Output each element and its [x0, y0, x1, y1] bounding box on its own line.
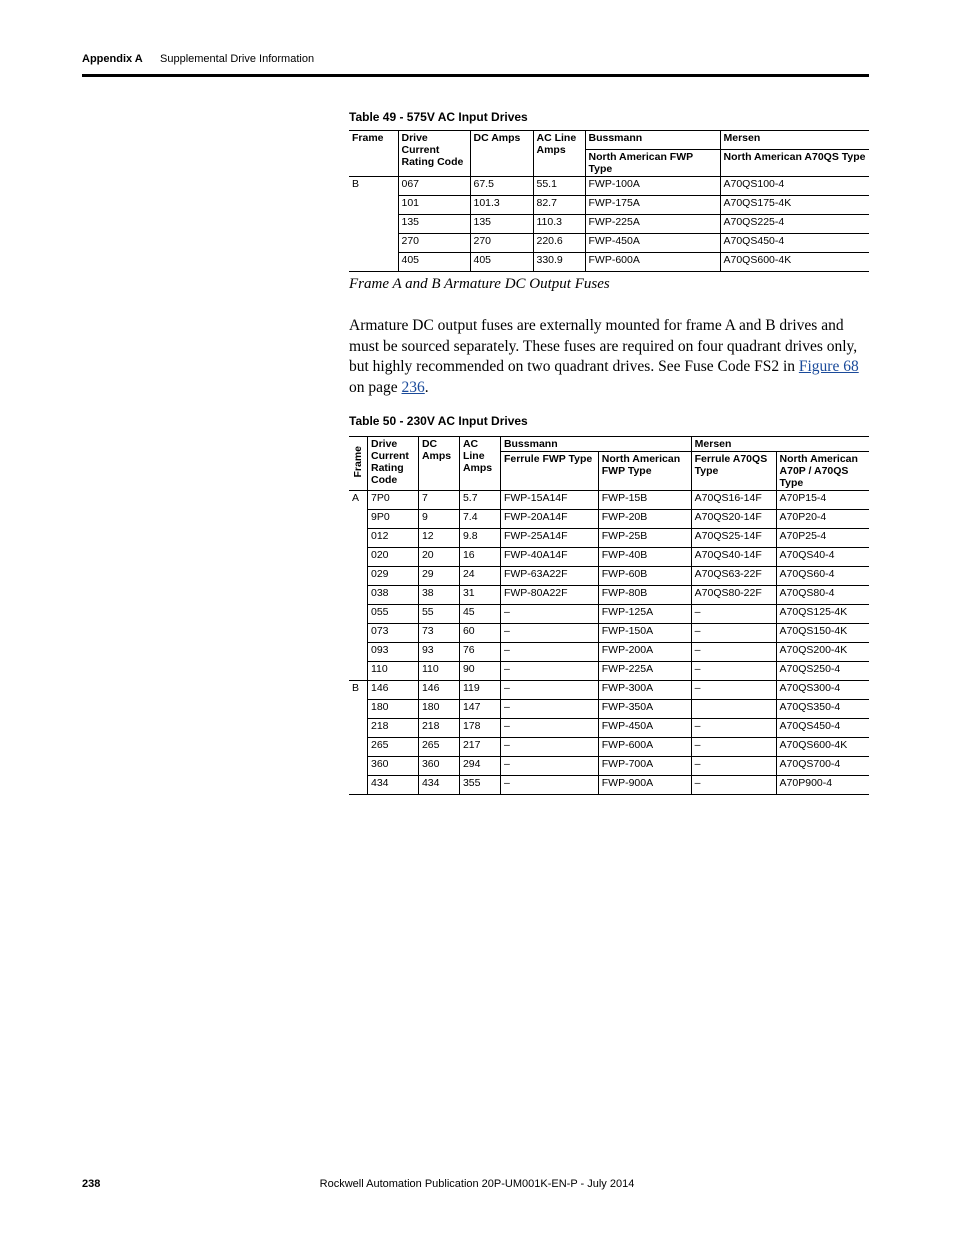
- table-cell: FWP-700A: [598, 757, 691, 776]
- table-cell: 82.7: [533, 196, 585, 215]
- col-bussmann-sub: North American FWP Type: [585, 150, 720, 177]
- table-cell: –: [500, 700, 598, 719]
- table-cell: 55: [418, 605, 459, 624]
- table-cell: [349, 215, 398, 234]
- col-rating: Drive Current Rating Code: [368, 437, 419, 491]
- table-row: [349, 719, 869, 738]
- table-cell: FWP-350A: [598, 700, 691, 719]
- table-cell: 90: [459, 662, 500, 681]
- table-cell: 110.3: [533, 215, 585, 234]
- table-cell: A70QS40-14F: [691, 548, 776, 567]
- table-cell: 67.5: [470, 177, 533, 196]
- table-cell: A70P25-4: [776, 529, 869, 548]
- col-mersen: Mersen: [720, 131, 869, 150]
- table-cell: A70P15-4: [776, 491, 869, 510]
- table-cell: B: [349, 177, 398, 196]
- table-cell: 405: [470, 253, 533, 272]
- table-cell: 360: [418, 757, 459, 776]
- table-cell: 038: [368, 586, 419, 605]
- table-cell: 93: [418, 643, 459, 662]
- table-cell: [349, 196, 398, 215]
- table-cell: 067: [398, 177, 470, 196]
- col-na-a70p: North American A70P / A70QS Type: [776, 452, 869, 491]
- table-cell: 294: [459, 757, 500, 776]
- table-cell: FWP-600A: [598, 738, 691, 757]
- page-number: 238: [82, 1178, 101, 1190]
- table-cell: [349, 253, 398, 272]
- table-cell: 270: [398, 234, 470, 253]
- table-row: [349, 757, 869, 776]
- table-cell: 110: [368, 662, 419, 681]
- table-cell: –: [500, 643, 598, 662]
- table-cell: A70QS25-14F: [691, 529, 776, 548]
- frame-header-vertical: Frame: [352, 446, 364, 478]
- col-dc-amps: DC Amps: [418, 437, 459, 491]
- table-row: [349, 624, 869, 643]
- table-cell: 5.7: [459, 491, 500, 510]
- table-cell: 9: [418, 510, 459, 529]
- table-cell: 9.8: [459, 529, 500, 548]
- table-cell: –: [691, 719, 776, 738]
- table-cell: [349, 757, 368, 776]
- table-cell: 73: [418, 624, 459, 643]
- table-cell: 60: [459, 624, 500, 643]
- section-title: Frame A and B Armature DC Output Fuses: [349, 276, 610, 292]
- table-cell: FWP-25A14F: [500, 529, 598, 548]
- table-row: [349, 234, 869, 253]
- table-cell: A70QS225-4: [720, 215, 869, 234]
- table-cell: A70QS80-22F: [691, 586, 776, 605]
- table-cell: [691, 700, 776, 719]
- table-cell: FWP-600A: [585, 253, 720, 272]
- table-row: [349, 605, 869, 624]
- table-cell: [349, 548, 368, 567]
- table-cell: –: [691, 757, 776, 776]
- table-575v: [349, 130, 869, 272]
- col-mersen: Mersen: [691, 437, 869, 452]
- table-cell: 55.1: [533, 177, 585, 196]
- table-cell: 178: [459, 719, 500, 738]
- col-na-fwp: North American FWP Type: [598, 452, 691, 491]
- table-cell: –: [500, 738, 598, 757]
- table-cell: FWP-225A: [598, 662, 691, 681]
- table-cell: FWP-900A: [598, 776, 691, 795]
- table-cell: FWP-63A22F: [500, 567, 598, 586]
- table-cell: FWP-20B: [598, 510, 691, 529]
- table-cell: 355: [459, 776, 500, 795]
- table-cell: 38: [418, 586, 459, 605]
- figure-link[interactable]: Figure 68: [798, 358, 859, 375]
- table-row: [349, 529, 869, 548]
- table-cell: –: [691, 624, 776, 643]
- table-cell: A70QS125-4K: [776, 605, 869, 624]
- table-cell: 012: [368, 529, 419, 548]
- table49-caption: Table 49 - 575V AC Input Drives: [349, 110, 528, 124]
- table-cell: 029: [368, 567, 419, 586]
- table-cell: FWP-20A14F: [500, 510, 598, 529]
- table-cell: 055: [368, 605, 419, 624]
- table-cell: A70QS700-4: [776, 757, 869, 776]
- table-cell: A70QS20-14F: [691, 510, 776, 529]
- table-cell: 76: [459, 643, 500, 662]
- table-cell: FWP-100A: [585, 177, 720, 196]
- table-cell: –: [691, 681, 776, 700]
- table-cell: 405: [398, 253, 470, 272]
- table-cell: –: [500, 662, 598, 681]
- table-cell: A70QS200-4K: [776, 643, 869, 662]
- table-row: [349, 196, 869, 215]
- table-cell: 29: [418, 567, 459, 586]
- col-ac-amps: AC Line Amps: [533, 131, 585, 177]
- table-cell: [349, 586, 368, 605]
- table-cell: 135: [398, 215, 470, 234]
- table-cell: –: [500, 757, 598, 776]
- table-cell: 073: [368, 624, 419, 643]
- table-cell: 270: [470, 234, 533, 253]
- table-cell: A70QS63-22F: [691, 567, 776, 586]
- table-cell: A70QS300-4: [776, 681, 869, 700]
- table-230v: [349, 436, 869, 795]
- table-cell: 45: [459, 605, 500, 624]
- table-cell: FWP-80B: [598, 586, 691, 605]
- section-paragraph: [349, 316, 871, 398]
- col-dc-amps: DC Amps: [470, 131, 533, 177]
- col-ac-amps: AC Line Amps: [459, 437, 500, 491]
- table-cell: –: [691, 738, 776, 757]
- table-row: [349, 215, 869, 234]
- col-mersen-sub: North American A70QS Type: [720, 150, 869, 177]
- table-cell: A70QS16-14F: [691, 491, 776, 510]
- table-cell: FWP-175A: [585, 196, 720, 215]
- table-cell: –: [500, 605, 598, 624]
- table-cell: A70QS150-4K: [776, 624, 869, 643]
- table-cell: 180: [368, 700, 419, 719]
- table-cell: [349, 605, 368, 624]
- table-cell: 434: [368, 776, 419, 795]
- table-cell: 434: [418, 776, 459, 795]
- table-cell: 110: [418, 662, 459, 681]
- table-cell: 265: [418, 738, 459, 757]
- table-cell: –: [500, 681, 598, 700]
- table-cell: 119: [459, 681, 500, 700]
- table-cell: [349, 700, 368, 719]
- table-cell: 101: [398, 196, 470, 215]
- table-cell: FWP-15B: [598, 491, 691, 510]
- table-cell: A70P20-4: [776, 510, 869, 529]
- table-cell: A70QS80-4: [776, 586, 869, 605]
- page-link[interactable]: 236: [401, 378, 425, 396]
- table-row: [349, 253, 869, 272]
- table-cell: 101.3: [470, 196, 533, 215]
- publication-info: Rockwell Automation Publication 20P-UM001K-EN-P - July 2014: [319, 1178, 635, 1190]
- on-page-text: on page: [349, 378, 398, 396]
- table-cell: A70P900-4: [776, 776, 869, 795]
- table-cell: A70QS350-4: [776, 700, 869, 719]
- table-cell: FWP-450A: [585, 234, 720, 253]
- table-cell: FWP-80A22F: [500, 586, 598, 605]
- col-frame: Frame: [352, 132, 384, 144]
- table-cell: 217: [459, 738, 500, 757]
- table-row: [349, 548, 869, 567]
- table-cell: [349, 643, 368, 662]
- col-ferrule-fwp: Ferrule FWP Type: [500, 452, 598, 491]
- table-cell: 147: [459, 700, 500, 719]
- table-cell: 7.4: [459, 510, 500, 529]
- col-frame: [349, 437, 368, 491]
- table-cell: FWP-15A14F: [500, 491, 598, 510]
- table-cell: A70QS450-4: [720, 234, 869, 253]
- table-cell: 146: [418, 681, 459, 700]
- table-cell: A70QS40-4: [776, 548, 869, 567]
- col-rating: Drive Current Rating Code: [398, 131, 470, 177]
- table-cell: [349, 662, 368, 681]
- table-cell: FWP-125A: [598, 605, 691, 624]
- table-row: [349, 491, 869, 510]
- table-cell: A70QS175-4K: [720, 196, 869, 215]
- table-row: [349, 177, 869, 196]
- table-cell: FWP-25B: [598, 529, 691, 548]
- col-bussmann: Bussmann: [585, 131, 720, 150]
- table-cell: FWP-40B: [598, 548, 691, 567]
- table-cell: FWP-40A14F: [500, 548, 598, 567]
- header-title: Supplemental Drive Information: [160, 53, 315, 65]
- table-cell: 9P0: [368, 510, 419, 529]
- table-row: [349, 567, 869, 586]
- table50-caption: Table 50 - 230V AC Input Drives: [349, 414, 528, 428]
- table-cell: 220.6: [533, 234, 585, 253]
- table-cell: FWP-60B: [598, 567, 691, 586]
- table-cell: 093: [368, 643, 419, 662]
- table-cell: [349, 234, 398, 253]
- table-cell: 135: [470, 215, 533, 234]
- table-cell: –: [691, 643, 776, 662]
- table-row: [349, 776, 869, 795]
- table-row: [349, 643, 869, 662]
- header-section: Appendix A: [82, 53, 143, 65]
- table-cell: [349, 510, 368, 529]
- col-ferrule-a70qs: Ferrule A70QS Type: [691, 452, 776, 491]
- table-cell: 16: [459, 548, 500, 567]
- table-cell: FWP-225A: [585, 215, 720, 234]
- paragraph-text: Armature DC output fuses are externally mounted for frame A and B drives and must be sourced separately. These fuses are required on four quadrant drives only, but highly recommended on two quadrant drives. See Fuse Code FS2 in: [349, 317, 858, 375]
- table-row: [349, 700, 869, 719]
- table-cell: 218: [368, 719, 419, 738]
- table-cell: 24: [459, 567, 500, 586]
- table-row: [349, 586, 869, 605]
- table-cell: 218: [418, 719, 459, 738]
- table-cell: A70QS100-4: [720, 177, 869, 196]
- table-cell: 020: [368, 548, 419, 567]
- table-row: [349, 510, 869, 529]
- table-cell: 265: [368, 738, 419, 757]
- table-cell: [349, 719, 368, 738]
- table-cell: 7: [418, 491, 459, 510]
- table-cell: A70QS450-4: [776, 719, 869, 738]
- table-cell: –: [691, 662, 776, 681]
- table-cell: A70QS600-4K: [776, 738, 869, 757]
- table-cell: FWP-450A: [598, 719, 691, 738]
- table-cell: –: [691, 605, 776, 624]
- table-cell: A: [349, 491, 368, 510]
- table-cell: 7P0: [368, 491, 419, 510]
- table-cell: [349, 776, 368, 795]
- table-cell: A70QS600-4K: [720, 253, 869, 272]
- table-cell: 146: [368, 681, 419, 700]
- table-cell: A70QS250-4: [776, 662, 869, 681]
- table-cell: A70QS60-4: [776, 567, 869, 586]
- table-cell: –: [500, 719, 598, 738]
- table-cell: [349, 624, 368, 643]
- table-cell: [349, 738, 368, 757]
- table-cell: –: [500, 776, 598, 795]
- table-cell: –: [500, 624, 598, 643]
- col-bussmann: Bussmann: [500, 437, 691, 452]
- table-cell: 180: [418, 700, 459, 719]
- table-cell: 12: [418, 529, 459, 548]
- period: .: [424, 378, 429, 396]
- table-cell: FWP-300A: [598, 681, 691, 700]
- header-rule: [82, 74, 869, 77]
- table-row: [349, 738, 869, 757]
- table-cell: [349, 567, 368, 586]
- table-cell: –: [691, 776, 776, 795]
- table-cell: FWP-200A: [598, 643, 691, 662]
- table-row: [349, 662, 869, 681]
- running-header: [82, 53, 315, 65]
- table-cell: FWP-150A: [598, 624, 691, 643]
- table-row: [349, 681, 869, 700]
- table-cell: 360: [368, 757, 419, 776]
- table-cell: 20: [418, 548, 459, 567]
- table-cell: [349, 529, 368, 548]
- table-cell: B: [349, 681, 368, 700]
- table-cell: 330.9: [533, 253, 585, 272]
- table-cell: 31: [459, 586, 500, 605]
